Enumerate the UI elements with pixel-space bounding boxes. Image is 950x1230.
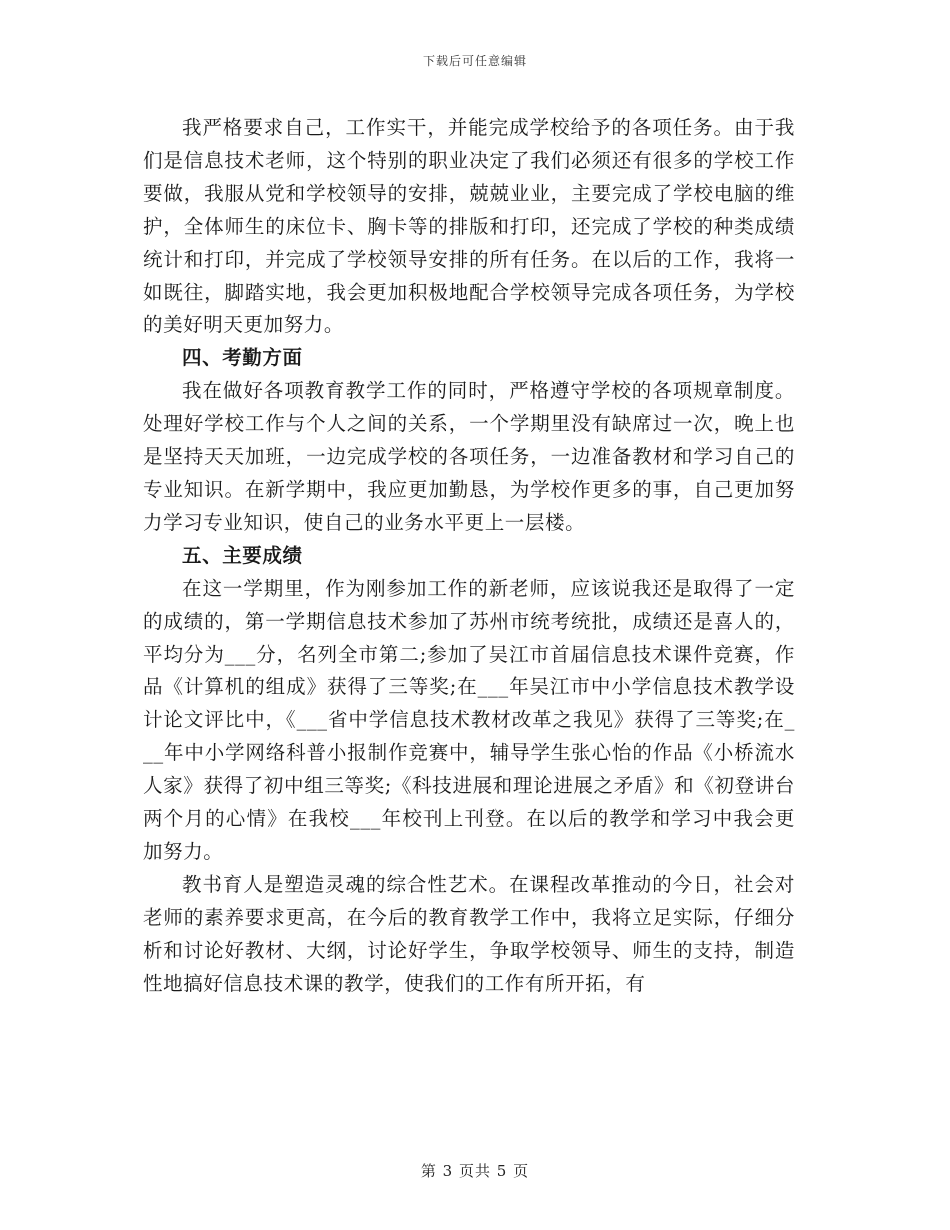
page-number: 第 3 页共 5 页	[420, 1162, 530, 1180]
paragraph-conclusion: 教书育人是塑造灵魂的综合性艺术。在课程改革推动的今日，社会对老师的素养要求更高，在今后的教育教学工作中，我将立足实际，仔细分析和讨论好教材、大纲，讨论好学生，争取学校领导、师生的支持，制造性地搞好信息技术课的教学，使我们的工作有所开拓，有	[143, 872, 795, 995]
section-heading-achievements: 五、主要成绩	[182, 543, 303, 567]
section-heading-attendance: 四、考勤方面	[182, 346, 303, 370]
paragraph-work-duties: 我严格要求自己，工作实干，并能完成学校给予的各项任务。由于我们是信息技术老师，这个特别的职业决定了我们必须还有很多的学校工作要做，我服从党和学校领导的安排，兢兢业业，主要完成了学校电脑的维护，全体师生的床位卡、胸卡等的排版和打印，还完成了学校的种类成绩统计和打印，并完成了学校领导安排的所有任务。在以后的工作，我将一如既往，脚踏实地，我会更加积极地配合学校领导完成各项任务，为学校的美好明天更加努力。	[143, 116, 795, 337]
paragraph-achievements: 在这一学期里，作为刚参加工作的新老师，应该说我还是取得了一定的成绩的，第一学期信息技术参加了苏州市统考统批，成绩还是喜人的，平均分为___分，名列全市第二;参加了吴江市首届信息技术课件竞赛，作品《计算机的组成》获得了三等奖;在___年吴江市中小学信息技术教学设计论文评比中，《___省中学信息技术教材改革之我见》获得了三等奖;在___年中小学网络科普小报制作竞赛中，辅导学生张心怡的作品《小桥流水人家》获得了初中组三等奖;《科技进展和理论进展之矛盾》和《初登讲台两个月的心情》在我校___年校刊上刊登。在以后的教学和学习中我会更加努力。	[143, 576, 795, 863]
paragraph-attendance: 我在做好各项教育教学工作的同时，严格遵守学校的各项规章制度。处理好学校工作与个人之间的关系，一个学期里没有缺席过一次，晚上也是坚持天天加班，一边完成学校的各项任务，一边准备教材和学习自己的专业知识。在新学期中，我应更加勤恳，为学校作更多的事，自己更加努力学习专业知识，使自己的业务水平更上一层楼。	[143, 379, 795, 534]
page-header: 下载后可任意编辑	[422, 54, 527, 68]
document-body	[143, 112, 795, 1000]
